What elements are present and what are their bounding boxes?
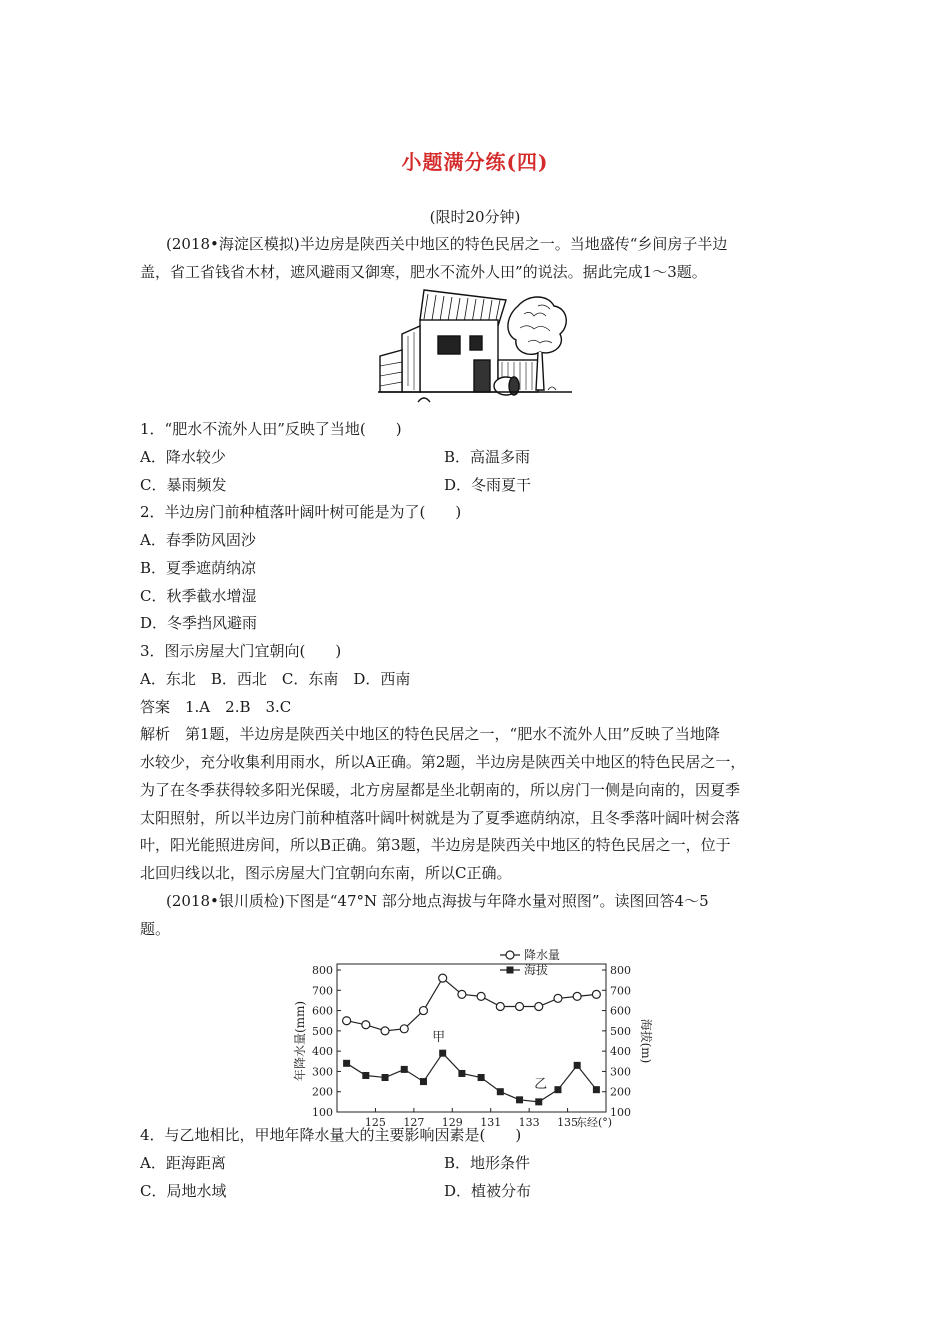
legend-elev-label: 海拔	[524, 963, 549, 977]
q4-option-d: D．植被分布	[444, 1182, 532, 1200]
analysis-line-4: 太阳照射，所以半边房门前种植落叶阔叶树就是为了夏季遮荫纳凉，且冬季落叶阔叶树会落	[140, 809, 741, 827]
chart-legend	[500, 947, 560, 977]
q1-option-c: C．暴雨频发	[140, 476, 227, 494]
annotation-yi: 乙	[534, 1076, 548, 1092]
q4-option-c: C．局地水域	[140, 1182, 227, 1200]
precipitation-point	[516, 1003, 524, 1011]
chart-frame	[337, 964, 606, 1112]
annotation-jia: 甲	[432, 1030, 446, 1046]
precipitation-point	[343, 1017, 351, 1025]
y-right-tick-label: 400	[610, 1045, 631, 1059]
elevation-point	[574, 1062, 581, 1069]
intro2-line-1: (2018•银川质检)下图是“47°N 部分地点海拔与年降水量对照图”。读图回答4～5	[166, 892, 709, 910]
intro2-line-2: 题。	[140, 920, 171, 938]
precipitation-point	[496, 1003, 504, 1011]
q1-option-a: A．降水较少	[140, 448, 226, 466]
precipitation-point	[592, 990, 600, 998]
q4-option-b: B．地形条件	[444, 1154, 531, 1172]
elevation-point	[516, 1096, 523, 1103]
half-house-illustration	[378, 286, 572, 410]
y-left-tick-label: 300	[312, 1065, 333, 1079]
precipitation-point	[381, 1027, 389, 1035]
q3-options: A．东北 B．西北 C．东南 D．西南	[140, 670, 411, 688]
elevation-point	[535, 1098, 542, 1105]
y-right-tick-label: 300	[610, 1065, 631, 1079]
q2-option-d: D．冬季挡风避雨	[140, 614, 258, 632]
elevation-point	[478, 1074, 485, 1081]
elevation-point	[497, 1088, 504, 1095]
analysis-line-2: 水较少，充分收集利用雨水，所以A正确。第2题，半边房是陕西关中地区的特色民居之一，	[140, 753, 746, 771]
x-tick-label: 129	[441, 1116, 463, 1129]
y-right-tick-label: 500	[610, 1024, 631, 1038]
series-line-1	[347, 978, 597, 1031]
q2-option-b: B．夏季遮荫纳凉	[140, 559, 257, 577]
elevation-precipitation-chart	[290, 944, 660, 1136]
analysis-line-1: 解析 第1题，半边房是陕西关中地区的特色民居之一，“肥水不流外人田”反映了当地降	[140, 725, 720, 743]
question-2-stem: 2．半边房门前种植落叶阔叶树可能是为了( )	[140, 503, 462, 521]
elevation-point	[554, 1086, 561, 1093]
y-right-tick-label: 800	[610, 964, 631, 977]
x-tick-label: 127	[403, 1116, 425, 1129]
precipitation-point	[419, 1007, 427, 1015]
analysis-line-6: 北回归线以北，图示房屋大门宜朝向东南，所以C正确。	[140, 864, 512, 882]
y-right-tick-label: 100	[610, 1106, 631, 1119]
elevation-point	[593, 1086, 600, 1093]
q1-option-b: B．高温多雨	[444, 448, 531, 466]
elevation-point	[401, 1066, 408, 1073]
analysis-line-3: 为了在冬季获得较多阳光保暖，北方房屋都是坐北朝南的，所以房门一侧是向南的，因夏季	[140, 781, 741, 799]
plot-frame	[337, 964, 606, 1112]
y-left-tick-label: 700	[312, 984, 333, 998]
precipitation-point	[573, 992, 581, 1000]
precipitation-point	[439, 974, 447, 982]
y-left-tick-label: 500	[312, 1024, 333, 1038]
precipitation-point	[554, 994, 562, 1002]
x-tick-label: 125	[364, 1116, 386, 1129]
y-right-tick-label: 600	[610, 1004, 631, 1018]
y-right-axis-label: 海拔(m)	[639, 1018, 653, 1064]
q2-option-c: C．秋季截水增湿	[140, 587, 257, 605]
intro-line-2: 盖，省工省钱省木材，遮风避雨又御寒，肥水不流外人田”的说法。据此完成1～3题。	[140, 263, 707, 281]
elevation-point	[439, 1050, 446, 1057]
page-title: 小题满分练(四)	[401, 150, 549, 174]
analysis-line-5: 叶，阳光能照进房间，所以B正确。第3题，半边房是陕西关中地区的特色民居之一，位于	[140, 836, 731, 854]
intro-line-1: (2018•海淀区模拟)半边房是陕西关中地区的特色民居之一。当地盛传“乡间房子半边	[166, 235, 728, 253]
x-tick-label: 135	[557, 1116, 579, 1129]
question-1-stem: 1．“肥水不流外人田”反映了当地( )	[140, 420, 402, 438]
question-3-stem: 3．图示房屋大门宜朝向( )	[140, 642, 342, 660]
answer-line: 答案 1.A 2.B 3.C	[140, 698, 292, 716]
x-tick-label: 131	[480, 1116, 502, 1129]
precipitation-point	[400, 1025, 408, 1033]
q1-option-d: D．冬雨夏干	[444, 476, 532, 494]
y-left-tick-label: 400	[312, 1045, 333, 1059]
question-4-stem: 4．与乙地相比，甲地年降水量大的主要影响因素是( )	[140, 1126, 522, 1144]
chart-series	[343, 974, 601, 1105]
y-left-axis-label: 年降水量(mm)	[293, 1000, 307, 1082]
precipitation-point	[477, 992, 485, 1000]
y-left-tick-label: 100	[312, 1106, 333, 1119]
y-right-tick-label: 700	[610, 984, 631, 998]
precipitation-point	[362, 1021, 370, 1029]
x-tick-label: 133	[518, 1116, 540, 1129]
y-left-tick-label: 600	[312, 1004, 333, 1018]
precipitation-point	[535, 1003, 543, 1011]
elevation-point	[362, 1072, 369, 1079]
elevation-point	[382, 1074, 389, 1081]
elevation-point	[343, 1060, 350, 1067]
y-left-tick-label: 200	[312, 1085, 333, 1099]
time-limit: (限时20分钟)	[429, 208, 521, 226]
y-left-tick-label: 800	[312, 964, 333, 977]
q4-option-a: A．距海距离	[140, 1154, 226, 1172]
elevation-point	[420, 1078, 427, 1085]
chart-axes	[292, 964, 654, 1129]
y-right-tick-label: 200	[610, 1085, 631, 1099]
legend-elev-marker	[507, 967, 514, 974]
q2-option-a: A．春季防风固沙	[140, 531, 256, 549]
legend-precip-label: 降水量	[524, 948, 561, 962]
legend-precip-marker	[506, 951, 514, 959]
x-axis-label: 东经(°)	[576, 1116, 613, 1129]
precipitation-point	[458, 990, 466, 998]
elevation-point	[458, 1070, 465, 1077]
